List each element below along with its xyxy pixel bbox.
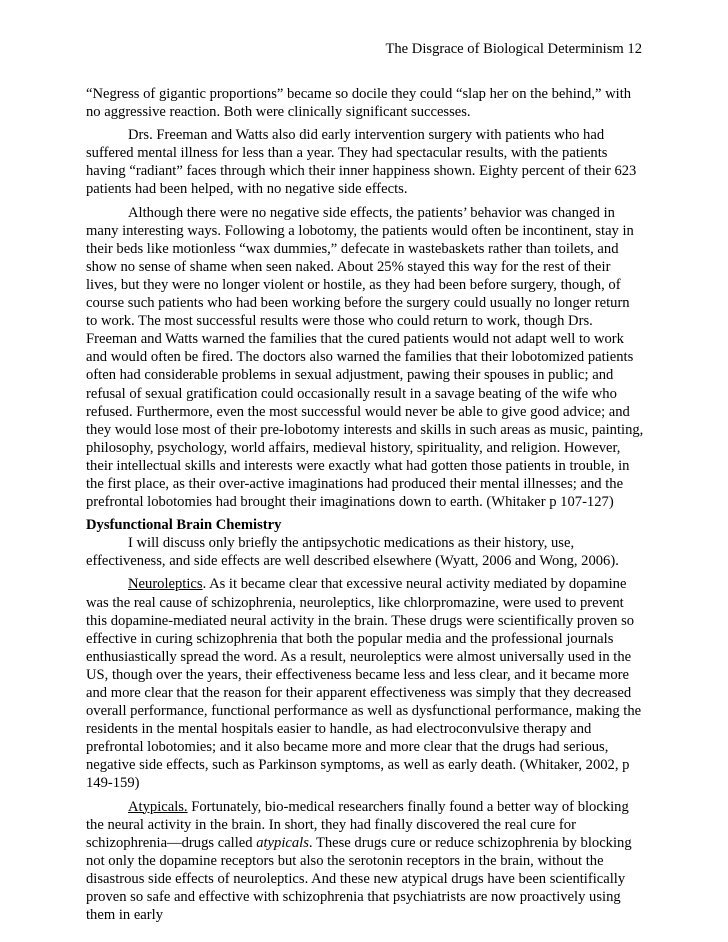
atypicals-italic-term: atypicals bbox=[256, 834, 309, 851]
paragraph-continued: “Negress of gigantic proportions” became so docile they could “slap her on the behind,” with no aggressive reaction. Both were clinically significant successes. bbox=[86, 86, 632, 121]
paragraph-neuroleptics bbox=[86, 575, 644, 792]
paragraph-early-intervention: Drs. Freeman and Watts also did early intervention surgery with patients who had suffered mental illness for less than a year. They had spectacular results, with the patients having “radiant” faces through which their inner happiness shown. Eighty percent of their 623 patients had been helped, with no negative side effects. bbox=[86, 127, 637, 198]
paragraph-atypicals bbox=[86, 798, 644, 925]
paragraph-behavior-changes: Although there were no negative side effects, the patients’ behavior was changed in many interesting ways. Following a lobotomy, the patients would often be incontinent, stay in their beds like motionless “wax dummies,” defecate in wastebaskets rather than toilets, and show no sense of shame when seen naked. About 25% stayed this way for the rest of their lives, but they were no longer violent or hostile, as they had been before surgery, though, of course such patients who had been working before the surgery could usually no longer return to work. The most successful results were those who could return to work, though Drs. Freeman and Watts warned the families that the cured patients would not adapt well to work and would often be fired. The doctors also warned the families that their lobotomized patients often had considerable problems in sexual adjustment, pawing their spouses in public; and refusal of sexual gratification could occasionally result in a savage beating of the wife who refused. Furthermore, even the most successful would never be able to give good advice; and they would lose most of their pre-lobotomy interests and skills in such areas as music, painting, philosophy, psychology, world affairs, medieval history, spirituality, and religion. However, their intellectual skills and interests were exactly what had gotten those patients in trouble, in the first place, as their over-active imaginations had produced their mental illnesses; and the prefrontal lobotomies had brought their imaginations down to earth. (Whitaker p 107-127) bbox=[86, 204, 644, 511]
section-heading: Dysfunctional Brain Chemistry bbox=[86, 517, 282, 534]
atypicals-text-b: . These drugs cure or reduce schizophrenia by blocking not only the dopamine receptors but also the serotonin receptors in the brain, without the disastrous side effects of neuroleptics. And these new atypical drugs have been scientifically proven so safe and effective with schizophrenia that psychiatrists are now proactively using them in early bbox=[86, 834, 632, 924]
neuroleptics-text: . As it became clear that excessive neural activity mediated by dopamine was the real cause of schizophrenia, neuroleptics, like chlorpromazine, were used to prevent this dopamine-mediated neural activity in the brain. These drugs were scientifically proven so effective in curing schizophrenia that both the popular media and the professional journals enthusiastically spread the word. As a result, neuroleptics were almost universally used in the US, though over the years, their effectiveness became less and less clear, and it became more and more clear that the reason for their apparent effectiveness was simply that they decreased overall performance, functional performance as well as dysfunctional performance, making the residents in the mental hospitals easier to handle, as had electroconvulsive therapy and prefrontal lobotomies; and it also became more and more clear that the drugs had serious, negative side effects, such as Parkinson symptoms, as well as early death. (Whitaker, 2002, p 149-159) bbox=[86, 576, 642, 792]
document-body bbox=[86, 85, 644, 929]
atypicals-text-a: Fortunately, bio-medical researchers finally found a better way of blocking the neural activity in the brain. In short, they had finally discovered the real cure for schizophrenia—drugs called bbox=[86, 798, 629, 851]
atypicals-subheading: Atypicals. bbox=[128, 798, 188, 815]
running-head: The Disgrace of Biological Determinism 12 bbox=[385, 41, 642, 57]
paragraph-antipsychotics-intro: I will discuss only briefly the antipsychotic medications as their history, use, effectiveness, and side effects are well described elsewhere (Wyatt, 2006 and Wong, 2006). bbox=[86, 535, 619, 570]
neuroleptics-subheading: Neuroleptics bbox=[128, 576, 203, 593]
